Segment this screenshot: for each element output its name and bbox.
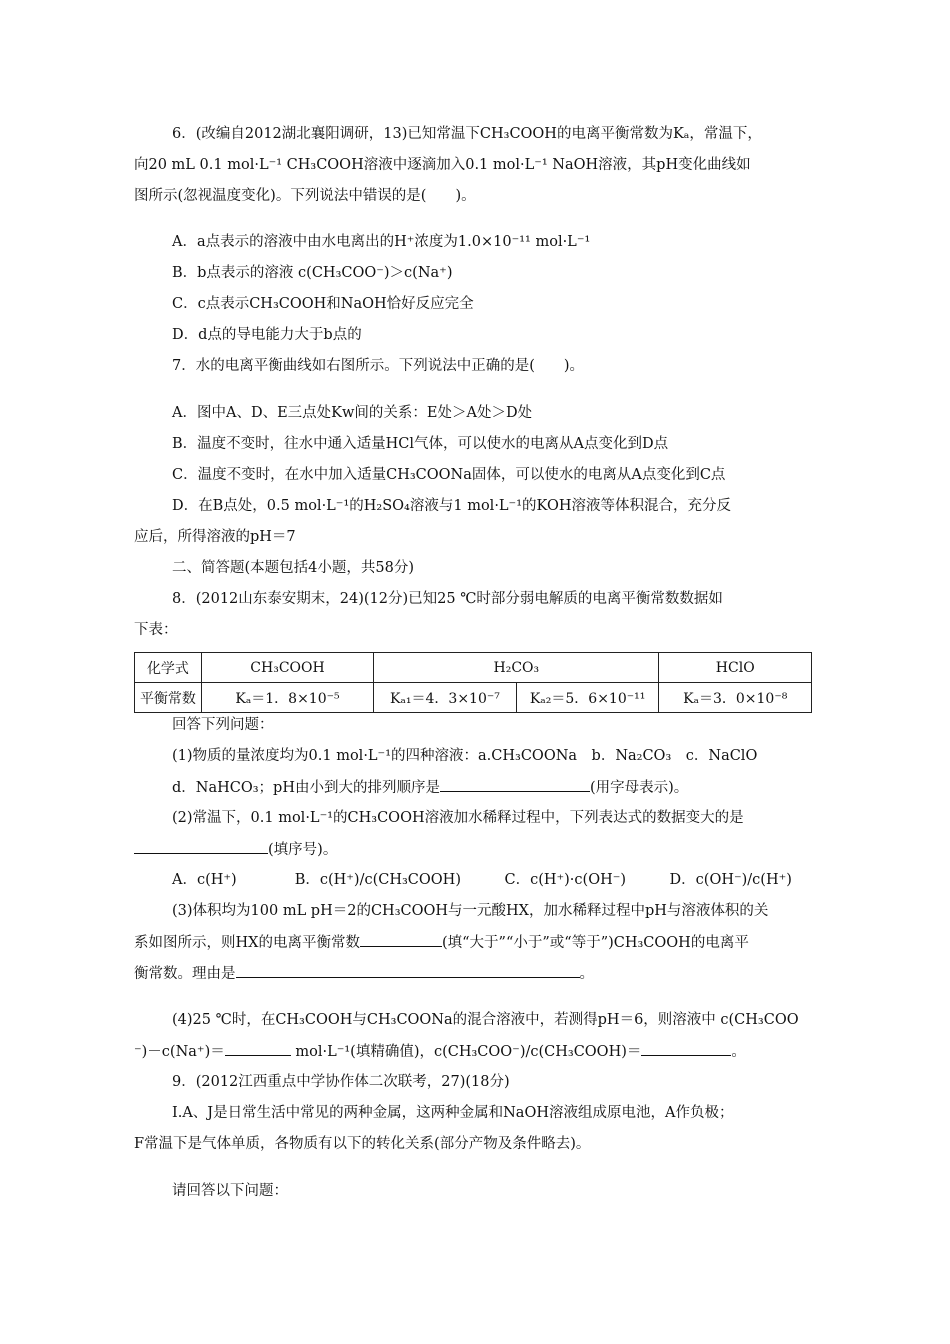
- q8-line-2: 下表：: [134, 622, 178, 638]
- q8-part3-suffix: (填“大于”“小于”或“等于”)CH₃COOH的电离平: [441, 935, 749, 951]
- q8-prompt: 回答下列问题：: [172, 717, 274, 733]
- table-header-h2co3: H₂CO₃: [374, 653, 659, 683]
- q8-part1-text: d．NaHCO₃；pH由小到大的排列顺序是: [172, 780, 440, 796]
- q8-part3-reason-blank[interactable]: [236, 963, 580, 978]
- table-row: [135, 653, 812, 683]
- q8-part4-answer-blank-1[interactable]: [225, 1041, 291, 1056]
- q7-option-c: C．温度不变时，在水中加入适量CH₃COONa固体，可以使水的电离从A点变化到C点: [172, 467, 726, 483]
- table-cell-ka1-h2co3: Kₐ₁＝4．3×10⁻⁷: [374, 683, 517, 713]
- ionization-constant-table: [134, 652, 812, 713]
- q7-option-a: A．图中A、D、E三点处Kw间的关系：E处＞A处＞D处: [172, 405, 533, 421]
- q8-part3-line-2: [134, 932, 749, 953]
- q6-option-a: A．a点表示的溶液中由水电离出的H⁺浓度为1.0×10⁻¹¹ mol·L⁻¹: [172, 234, 591, 250]
- q8-part1-line-1: (1)物质的量浓度均为0.1 mol·L⁻¹的四种溶液：a.CH₃COONa b．Na₂CO₃ c．NaClO: [172, 748, 758, 764]
- q9-prompt: 请回答以下问题：: [172, 1183, 288, 1199]
- q9-line-3: F常温下是气体单质，各物质有以下的转化关系(部分产物及条件略去)。: [134, 1136, 591, 1152]
- q8-part4-end: 。: [731, 1044, 746, 1060]
- q8-part3-line-1: (3)体积均为100 mL pH＝2的CH₃COOH与一元酸HX，加水稀释过程中pH与溶液体积的关: [172, 903, 769, 919]
- q7-option-d-line-1: D．在B点处，0.5 mol·L⁻¹的H₂SO₄溶液与1 mol·L⁻¹的KOH溶液等体积混合，充分反: [172, 498, 731, 514]
- q8-part3-line-3: [134, 963, 594, 984]
- q8-part3-text: 系如图所示，则HX的电离平衡常数: [134, 935, 360, 951]
- q8-part4-line-2: [134, 1041, 746, 1062]
- q8-part1-line-2: [172, 777, 688, 798]
- table-cell-ka2-h2co3: Kₐ₂＝5．6×10⁻¹¹: [516, 683, 659, 713]
- table-row: [135, 683, 812, 713]
- q8-part4-line-1: (4)25 ℃时，在CH₃COOH与CH₃COONa的混合溶液中，若测得pH＝6，则溶液中 c(CH₃COO: [172, 1012, 799, 1028]
- q8-part3-end: 。: [579, 966, 594, 982]
- q9-line-1: 9．(2012江西重点中学协作体二次联考，27)(18分): [172, 1074, 510, 1090]
- q6-option-c: C．c点表示CH₃COOH和NaOH恰好反应完全: [172, 296, 474, 312]
- q8-part4-answer-blank-2[interactable]: [641, 1041, 731, 1056]
- q8-part2-answer-blank[interactable]: [134, 839, 268, 854]
- q6-line-2: 向20 mL 0.1 mol·L⁻¹ CH₃COOH溶液中逐滴加入0.1 mol·L⁻¹ NaOH溶液，其pH变化曲线如: [134, 157, 751, 173]
- q8-line-1: 8．(2012山东泰安期末，24)(12分)已知25 ℃时部分弱电解质的电离平衡常数数据如: [172, 591, 723, 607]
- q8-part4-text: ⁻)－c(Na⁺)＝: [134, 1044, 225, 1060]
- q8-part3-answer-blank[interactable]: [360, 932, 442, 947]
- q6-option-b: B．b点表示的溶液 c(CH₃COO⁻)＞c(Na⁺): [172, 265, 453, 281]
- q8-part1-answer-blank[interactable]: [440, 777, 590, 792]
- table-header-hclo: HClO: [659, 653, 812, 683]
- q9-line-2: Ⅰ.A、J是日常生活中常见的两种金属，这两种金属和NaOH溶液组成原电池，A作负极；: [172, 1105, 734, 1121]
- q7-option-b: B．温度不变时，往水中通入适量HCl气体，可以使水的电离从A点变化到D点: [172, 436, 669, 452]
- table-cell-ka-ch3cooh: Kₐ＝1．8×10⁻⁵: [201, 683, 373, 713]
- q8-part4-middle: mol·L⁻¹(填精确值)，c(CH₃COO⁻)/c(CH₃COOH)＝: [290, 1044, 642, 1060]
- section-heading: 二、简答题(本题包括4小题，共58分): [172, 560, 414, 576]
- q7-option-d-line-2: 应后，所得溶液的pH＝7: [134, 529, 296, 545]
- q7-stem: 7．水的电离平衡曲线如右图所示。下列说法中正确的是( )。: [172, 358, 585, 374]
- q6-option-d: D．d点的导电能力大于b点的: [172, 327, 362, 343]
- q6-line-1: 6．(改编自2012湖北襄阳调研，13)已知常温下CH₃COOH的电离平衡常数为Kₐ，常温下，: [172, 126, 762, 142]
- q8-part2-options: A．c(H⁺) B．c(H⁺)/c(CH₃COOH) C．c(H⁺)·c(OH⁻) D．c(OH⁻)/c(H⁺): [172, 872, 792, 888]
- q8-part3-reason-label: 衡常数。理由是: [134, 966, 236, 982]
- q8-part2-suffix: (填序号)。: [268, 842, 338, 858]
- table-row-label: 平衡常数: [135, 683, 202, 713]
- q8-part1-suffix: (用字母表示)。: [589, 780, 689, 796]
- table-header-formula: 化学式: [135, 653, 202, 683]
- q8-part2-line-2: [134, 839, 337, 860]
- table-header-ch3cooh: CH₃COOH: [201, 653, 373, 683]
- q8-part2-line-1: (2)常温下，0.1 mol·L⁻¹的CH₃COOH溶液加水稀释过程中，下列表达式的数据变大的是: [172, 810, 744, 826]
- q6-line-3: 图所示(忽视温度变化)。下列说法中错误的是( )。: [134, 188, 476, 204]
- table-cell-ka-hclo: Kₐ＝3．0×10⁻⁸: [659, 683, 812, 713]
